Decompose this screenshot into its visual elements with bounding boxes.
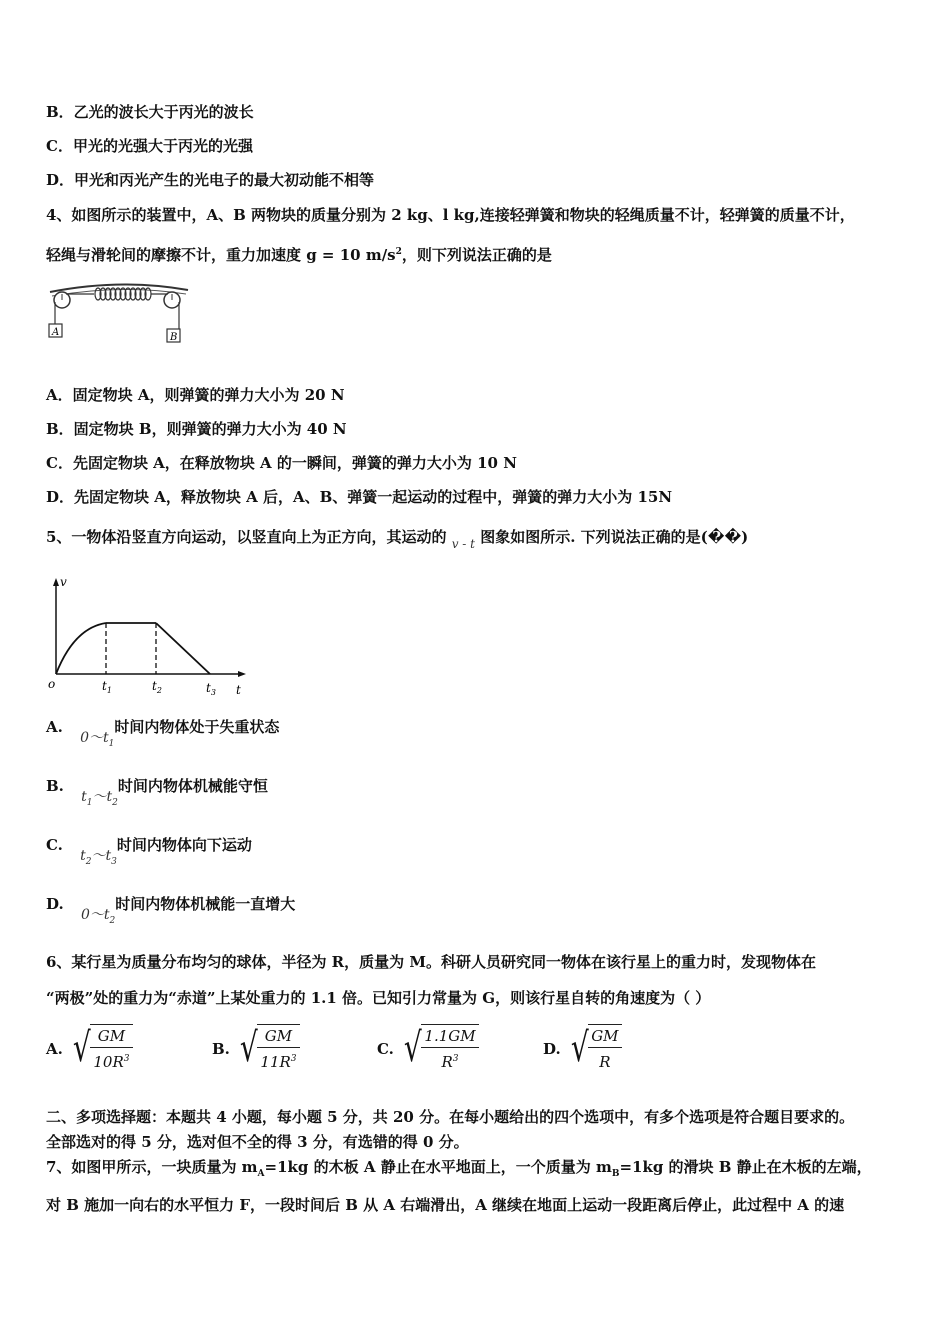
origin-label: o <box>48 677 56 691</box>
q6-stem-line1: 6、某行星为质量分布均匀的球体，半径为 R，质量为 M。科研人员研究同一物体在该行星上的重力时，发现物体在 <box>46 953 816 971</box>
q3-option-c: C．甲光的光强大于丙光的光强 <box>46 137 253 155</box>
q7-stem-line2: 对 B 施加一向右的水平恒力 F，一段时间后 B 从 A 右端滑出，A 继续在地面上运动一段距离后停止，此过程中 A 的速 <box>46 1196 845 1214</box>
block-a-label: A <box>52 327 60 338</box>
q4-option-c: C．先固定物块 A，在释放物块 A 的一瞬间，弹簧的弹力大小为 10 N <box>46 454 517 472</box>
q5-option-c: C. $t_2\sim t_3$时间内物体向下运动 <box>46 836 252 867</box>
x-axis-label: t <box>236 683 241 697</box>
sqrt-expression: √ $\frac{GM}{10R^3}$ <box>69 1024 133 1073</box>
y-axis-label: v <box>60 575 67 589</box>
sqrt-expression: √ $\frac{GM}{R}$ <box>567 1024 622 1073</box>
block-b-label: B <box>170 332 178 343</box>
q4-option-a: A．固定物块 A，则弹簧的弹力大小为 20 N <box>46 386 345 404</box>
q4-option-b: B．固定物块 B，则弹簧的弹力大小为 40 N <box>46 420 347 438</box>
q3-option-b: B．乙光的波长大于丙光的波长 <box>46 103 254 121</box>
q4-stem-line2: 轻绳与滑轮间的摩擦不计，重力加速度 g = 10 $m/s^2$，则下列说法正确的是 <box>46 246 552 264</box>
q6-option-c: C. √ $\frac{1.1GM}{R^3}$ <box>377 1024 479 1073</box>
section2-heading-line2: 全部选对的得 5 分，选对但不全的得 3 分，有选错的得 0 分。 <box>46 1133 469 1151</box>
q5-option-a: A. $0\sim t_1$时间内物体处于失重状态 <box>46 718 280 749</box>
q6-option-d: D. √ $\frac{GM}{R}$ <box>543 1024 622 1073</box>
q5-stem: 5、一物体沿竖直方向运动，以竖直向上为正方向，其运动的 $_{v - t}$ 图象如图所示. 下列说法正确的是(��) <box>46 528 749 551</box>
q6-option-b: B. √ $\frac{GM}{11R^3}$ <box>212 1024 300 1073</box>
q7-stem-line1: 7、如图甲所示，一块质量为 $m_A=1kg$ 的木板 A 静止在水平地面上，一个质量为 $m_B=1kg$ 的滑块 B 静止在木板的左端， <box>46 1158 872 1179</box>
curve-accelerating <box>56 623 106 674</box>
q6-stem-line2: “两极”处的重力为“赤道”上某处重力的 1.1 倍。已知引力常量为 G，则该行星自转的角速度为（ ） <box>46 989 711 1007</box>
q5-vt-graph <box>44 574 254 700</box>
q4-stem-line1: 4、如图所示的装置中，A、B 两物块的质量分别为 2 kg、l kg,连接轻弹簧和物块的轻绳质量不计，轻弹簧的质量不计， <box>46 206 855 224</box>
tick-t3: $t_3$ <box>206 681 216 697</box>
q5-option-b: B. $t_1\sim t_2$时间内物体机械能守恒 <box>46 777 268 808</box>
q4-option-d: D．先固定物块 A，释放物块 A 后，A、B、弹簧一起运动的过程中，弹簧的弹力大小为 15N <box>46 488 673 506</box>
q3-option-d: D．甲光和丙光产生的光电子的最大初动能不相等 <box>46 171 375 189</box>
section2-heading-line1: 二、多项选择题：本题共 4 小题，每小题 5 分，共 20 分。在每小题给出的四个选项中，有多个选项是符合题目要求的。 <box>46 1108 855 1126</box>
tick-t1: $t_1$ <box>102 679 112 695</box>
tick-t2: $t_2$ <box>152 679 162 695</box>
q5-option-d: D. $0\sim t_2$时间内物体机械能一直增大 <box>46 895 296 926</box>
q4-pulley-spring-figure <box>46 272 196 347</box>
sqrt-expression: √ $\frac{1.1GM}{R^3}$ <box>400 1024 479 1073</box>
line-decelerating <box>156 623 210 674</box>
sqrt-expression: √ $\frac{GM}{11R^3}$ <box>236 1024 300 1073</box>
q6-option-a: A. √ $\frac{GM}{10R^3}$ <box>46 1024 133 1073</box>
